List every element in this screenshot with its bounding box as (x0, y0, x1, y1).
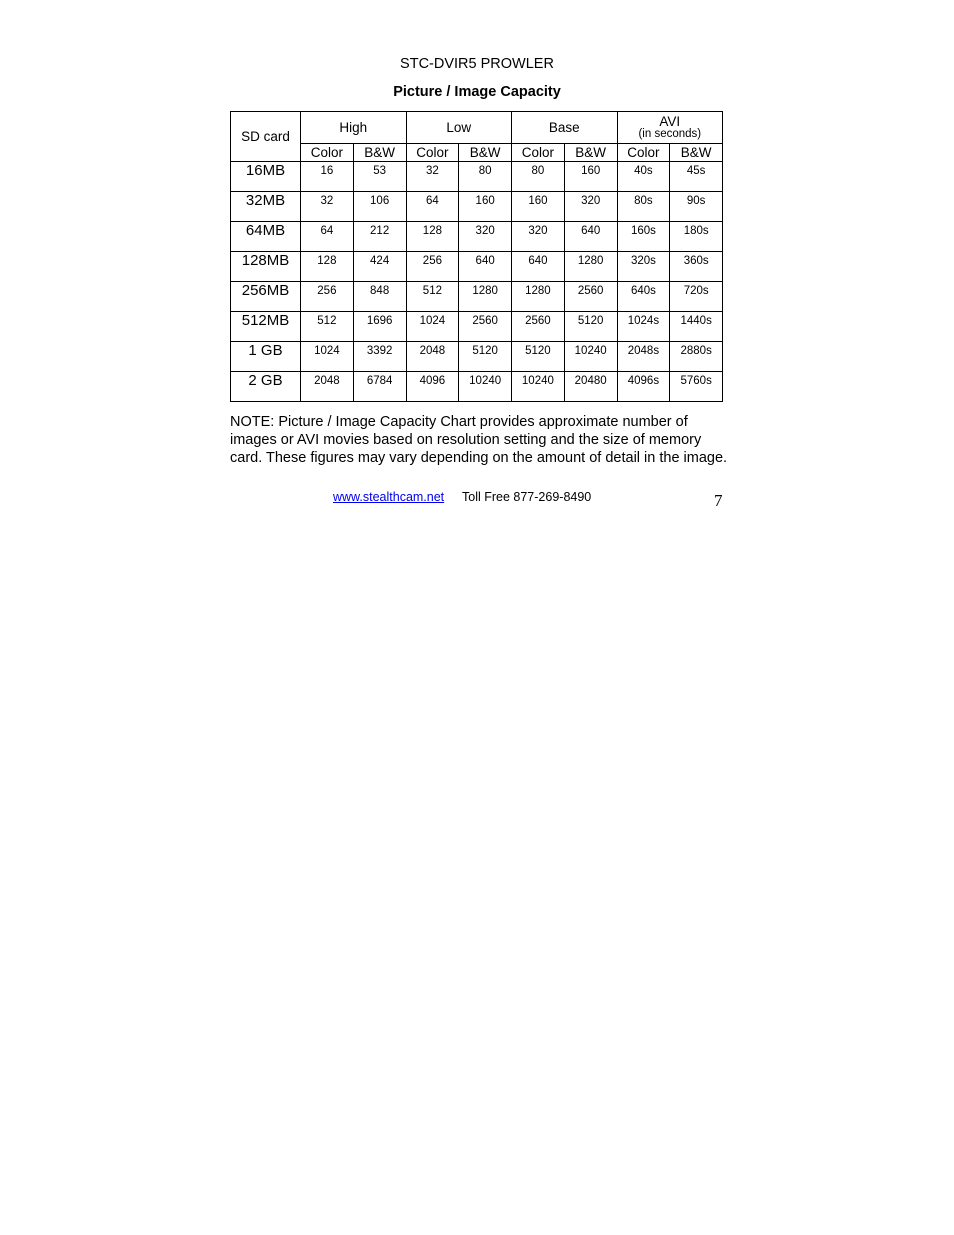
table-cell: 10240 (512, 372, 565, 402)
table-cell: 1280 (512, 282, 565, 312)
table-cell: 640 (512, 252, 565, 282)
group-header-avi (617, 112, 723, 144)
table-row (231, 252, 723, 282)
sd-card-size: 16MB (231, 162, 301, 192)
sd-card-size: 2 GB (231, 372, 301, 402)
table-cell: 2880s (670, 342, 723, 372)
table-cell: 64 (406, 192, 459, 222)
table-cell: 640s (617, 282, 670, 312)
table-cell: 1440s (670, 312, 723, 342)
table-row (231, 372, 723, 402)
table-cell: 360s (670, 252, 723, 282)
table-cell: 212 (353, 222, 406, 252)
table-cell: 80 (512, 162, 565, 192)
table-row (231, 162, 723, 192)
table-cell: 256 (406, 252, 459, 282)
table-cell: 20480 (564, 372, 617, 402)
group-header-label: Low (446, 120, 472, 135)
sd-card-size: 128MB (231, 252, 301, 282)
page-number: 7 (714, 491, 723, 510)
table-cell: 1024s (617, 312, 670, 342)
table-cell: 45s (670, 162, 723, 192)
table-cell: 1280 (459, 282, 512, 312)
table-cell: 106 (353, 192, 406, 222)
column-subheader: B&W (670, 144, 723, 162)
table-row (231, 192, 723, 222)
website-link[interactable]: www.stealthcam.net (333, 490, 445, 504)
table-group-header-row (231, 112, 723, 144)
column-subheader: Color (406, 144, 459, 162)
table-cell: 256 (301, 282, 354, 312)
column-subheader: B&W (564, 144, 617, 162)
table-cell: 53 (353, 162, 406, 192)
sd-card-size: 256MB (231, 282, 301, 312)
table-cell: 160 (512, 192, 565, 222)
capacity-note: NOTE: Picture / Image Capacity Chart provides approximate number of images or AVI movies based on resolution setting and the size of memory card. These figures may vary depending on the amount of detail in the image. (230, 414, 728, 466)
table-cell: 320 (564, 192, 617, 222)
table-cell: 5120 (459, 342, 512, 372)
group-header-label: AVI (659, 113, 681, 129)
table-cell: 160 (564, 162, 617, 192)
table-cell: 4096s (617, 372, 670, 402)
table-row (231, 312, 723, 342)
table-cell: 3392 (353, 342, 406, 372)
group-header-sublabel: (in seconds) (638, 127, 702, 140)
table-cell: 80 (459, 162, 512, 192)
sd-card-size: 64MB (231, 222, 301, 252)
table-cell: 4096 (406, 372, 459, 402)
table-cell: 2048 (406, 342, 459, 372)
table-row (231, 282, 723, 312)
table-cell: 512 (301, 312, 354, 342)
table-cell: 320 (459, 222, 512, 252)
table-subheader-row (231, 144, 723, 162)
table-cell: 2560 (459, 312, 512, 342)
table-cell: 128 (301, 252, 354, 282)
table-cell: 1024 (406, 312, 459, 342)
sd-card-size: 1 GB (231, 342, 301, 372)
group-header-label: High (339, 120, 368, 135)
group-header-base (512, 112, 618, 144)
table-cell: 10240 (564, 342, 617, 372)
table-title: Picture / Image Capacity (393, 84, 561, 100)
table-cell: 1280 (564, 252, 617, 282)
table-cell: 424 (353, 252, 406, 282)
table-cell: 5120 (564, 312, 617, 342)
table-cell: 80s (617, 192, 670, 222)
table-cell: 2560 (564, 282, 617, 312)
table-cell: 10240 (459, 372, 512, 402)
table-cell: 5120 (512, 342, 565, 372)
column-subheader: Color (617, 144, 670, 162)
column-subheader: B&W (353, 144, 406, 162)
document-title: STC-DVIR5 PROWLER (400, 56, 554, 72)
table-cell: 1024 (301, 342, 354, 372)
toll-free-phone: Toll Free 877-269-8490 (462, 490, 592, 504)
table-cell: 64 (301, 222, 354, 252)
table-cell: 848 (353, 282, 406, 312)
table-cell: 16 (301, 162, 354, 192)
table-row (231, 342, 723, 372)
table-cell: 320s (617, 252, 670, 282)
table-row (231, 222, 723, 252)
sd-card-header: SD card (231, 112, 301, 162)
table-cell: 2048 (301, 372, 354, 402)
table-cell: 2560 (512, 312, 565, 342)
sd-card-size: 32MB (231, 192, 301, 222)
capacity-table (230, 111, 723, 402)
table-cell: 1696 (353, 312, 406, 342)
table-cell: 128 (406, 222, 459, 252)
table-cell: 512 (406, 282, 459, 312)
table-cell: 320 (512, 222, 565, 252)
table-cell: 5760s (670, 372, 723, 402)
group-header-high (301, 112, 407, 144)
table-cell: 6784 (353, 372, 406, 402)
table-cell: 180s (670, 222, 723, 252)
sd-card-size: 512MB (231, 312, 301, 342)
table-cell: 2048s (617, 342, 670, 372)
group-header-label: Base (548, 120, 580, 135)
table-cell: 160s (617, 222, 670, 252)
table-cell: 40s (617, 162, 670, 192)
table-cell: 640 (459, 252, 512, 282)
table-body (231, 162, 723, 402)
column-subheader: Color (301, 144, 354, 162)
table-cell: 720s (670, 282, 723, 312)
table-cell: 640 (564, 222, 617, 252)
column-subheader: B&W (459, 144, 512, 162)
table-cell: 90s (670, 192, 723, 222)
group-header-low (406, 112, 512, 144)
table-cell: 32 (406, 162, 459, 192)
table-cell: 160 (459, 192, 512, 222)
column-subheader: Color (512, 144, 565, 162)
table-cell: 32 (301, 192, 354, 222)
